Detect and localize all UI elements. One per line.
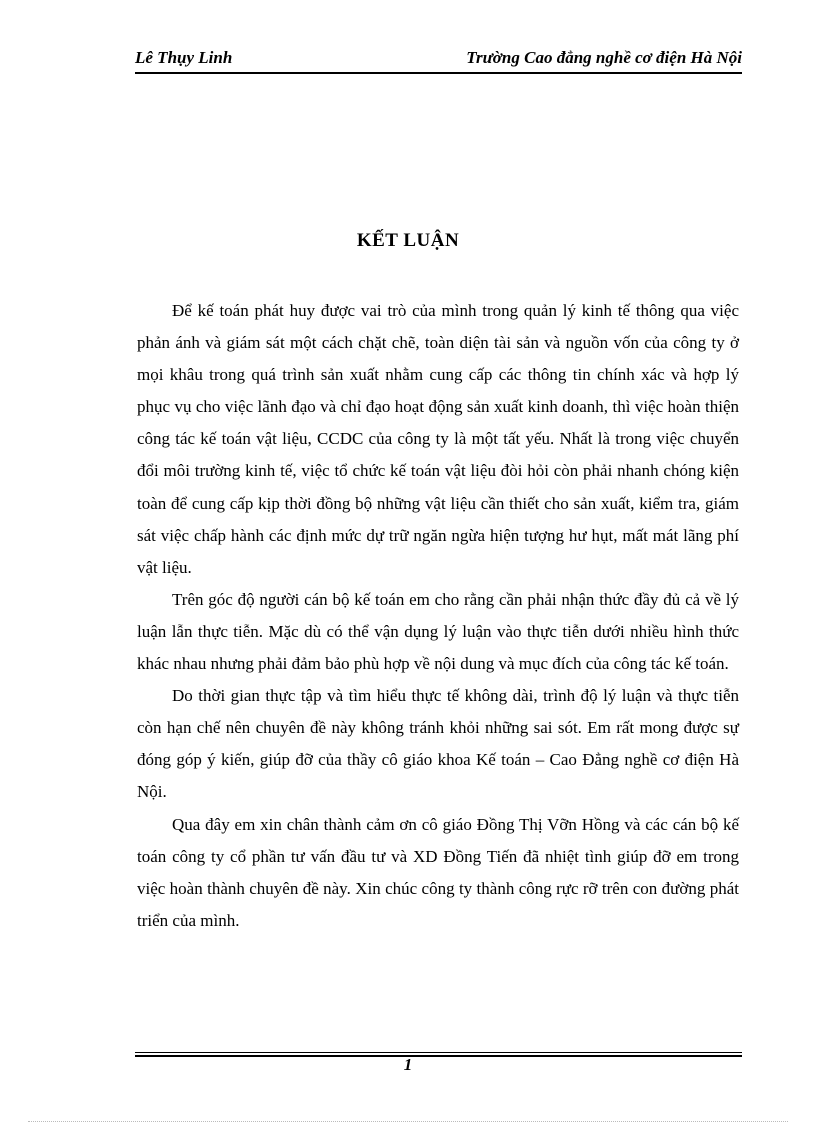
footer-divider-thin xyxy=(135,1052,742,1053)
page-header xyxy=(135,48,742,72)
paragraph: Trên góc độ người cán bộ kế toán em cho rằng cần phải nhận thức đầy đủ cả về lý luận lẫn thực tiễn. Mặc dù có thể vận dụng lý luận vào thực tiễn dưới nhiều hình thức khác nhau nhưng phải đảm bảo phù hợp về nội dung và mục đích của công tác kế toán. xyxy=(137,589,739,674)
document-body xyxy=(137,295,739,937)
header-author: Lê Thụy Linh xyxy=(135,48,233,67)
paragraph: Để kế toán phát huy được vai trò của mình trong quản lý kinh tế thông qua việc phản ánh và giám sát một cách chặt chẽ, toàn diện tài sản và nguồn vốn của công ty ở mọi khâu trong quá trình sản xuất nhằm cung cấp các thông tin chính xác và hợp lý phục vụ cho việc lãnh đạo và chỉ đạo hoạt động sản xuất kinh doanh, thì việc hoàn thiện công tác kế toán vật liệu, CCDC của công ty là một tất yếu. Nhất là trong việc chuyển đổi môi trường kinh tế, việc tổ chức kế toán vật liệu đòi hỏi còn phải nhanh chóng kiện toàn để cung cấp kịp thời đồng bộ những vật liệu cần thiết cho sản xuất, kiểm tra, giám sát việc chấp hành các định mức dự trữ ngăn ngừa hiện tượng hư hụt, mất mát lãng phí vật liệu. xyxy=(137,301,739,577)
paragraph: Do thời gian thực tập và tìm hiểu thực tế không dài, trình độ lý luận và thực tiễn còn hạn chế nên chuyên đề này không tránh khỏi những sai sót. Em rất mong được sự đóng góp ý kiến, giúp đỡ của thầy cô giáo khoa Kế toán – Cao Đẳng nghề cơ điện Hà Nội. xyxy=(137,686,739,802)
paragraph: Qua đây em xin chân thành cảm ơn cô giáo Đồng Thị Vỡn Hồng và các cán bộ kế toán công ty cổ phần tư vấn đầu tư và XD Đồng Tiến đã nhiệt tình giúp đỡ em trong việc hoàn thành chuyên đề này. Xin chúc công ty thành công rực rỡ trên con đường phát triển của mình. xyxy=(137,814,739,930)
header-divider xyxy=(135,72,742,74)
header-school: Trường Cao đẳng nghề cơ điện Hà Nội xyxy=(466,48,742,67)
page-edge-divider xyxy=(28,1121,788,1122)
document-title: KẾT LUẬN xyxy=(356,230,460,251)
page-number: 1 xyxy=(403,1055,413,1074)
